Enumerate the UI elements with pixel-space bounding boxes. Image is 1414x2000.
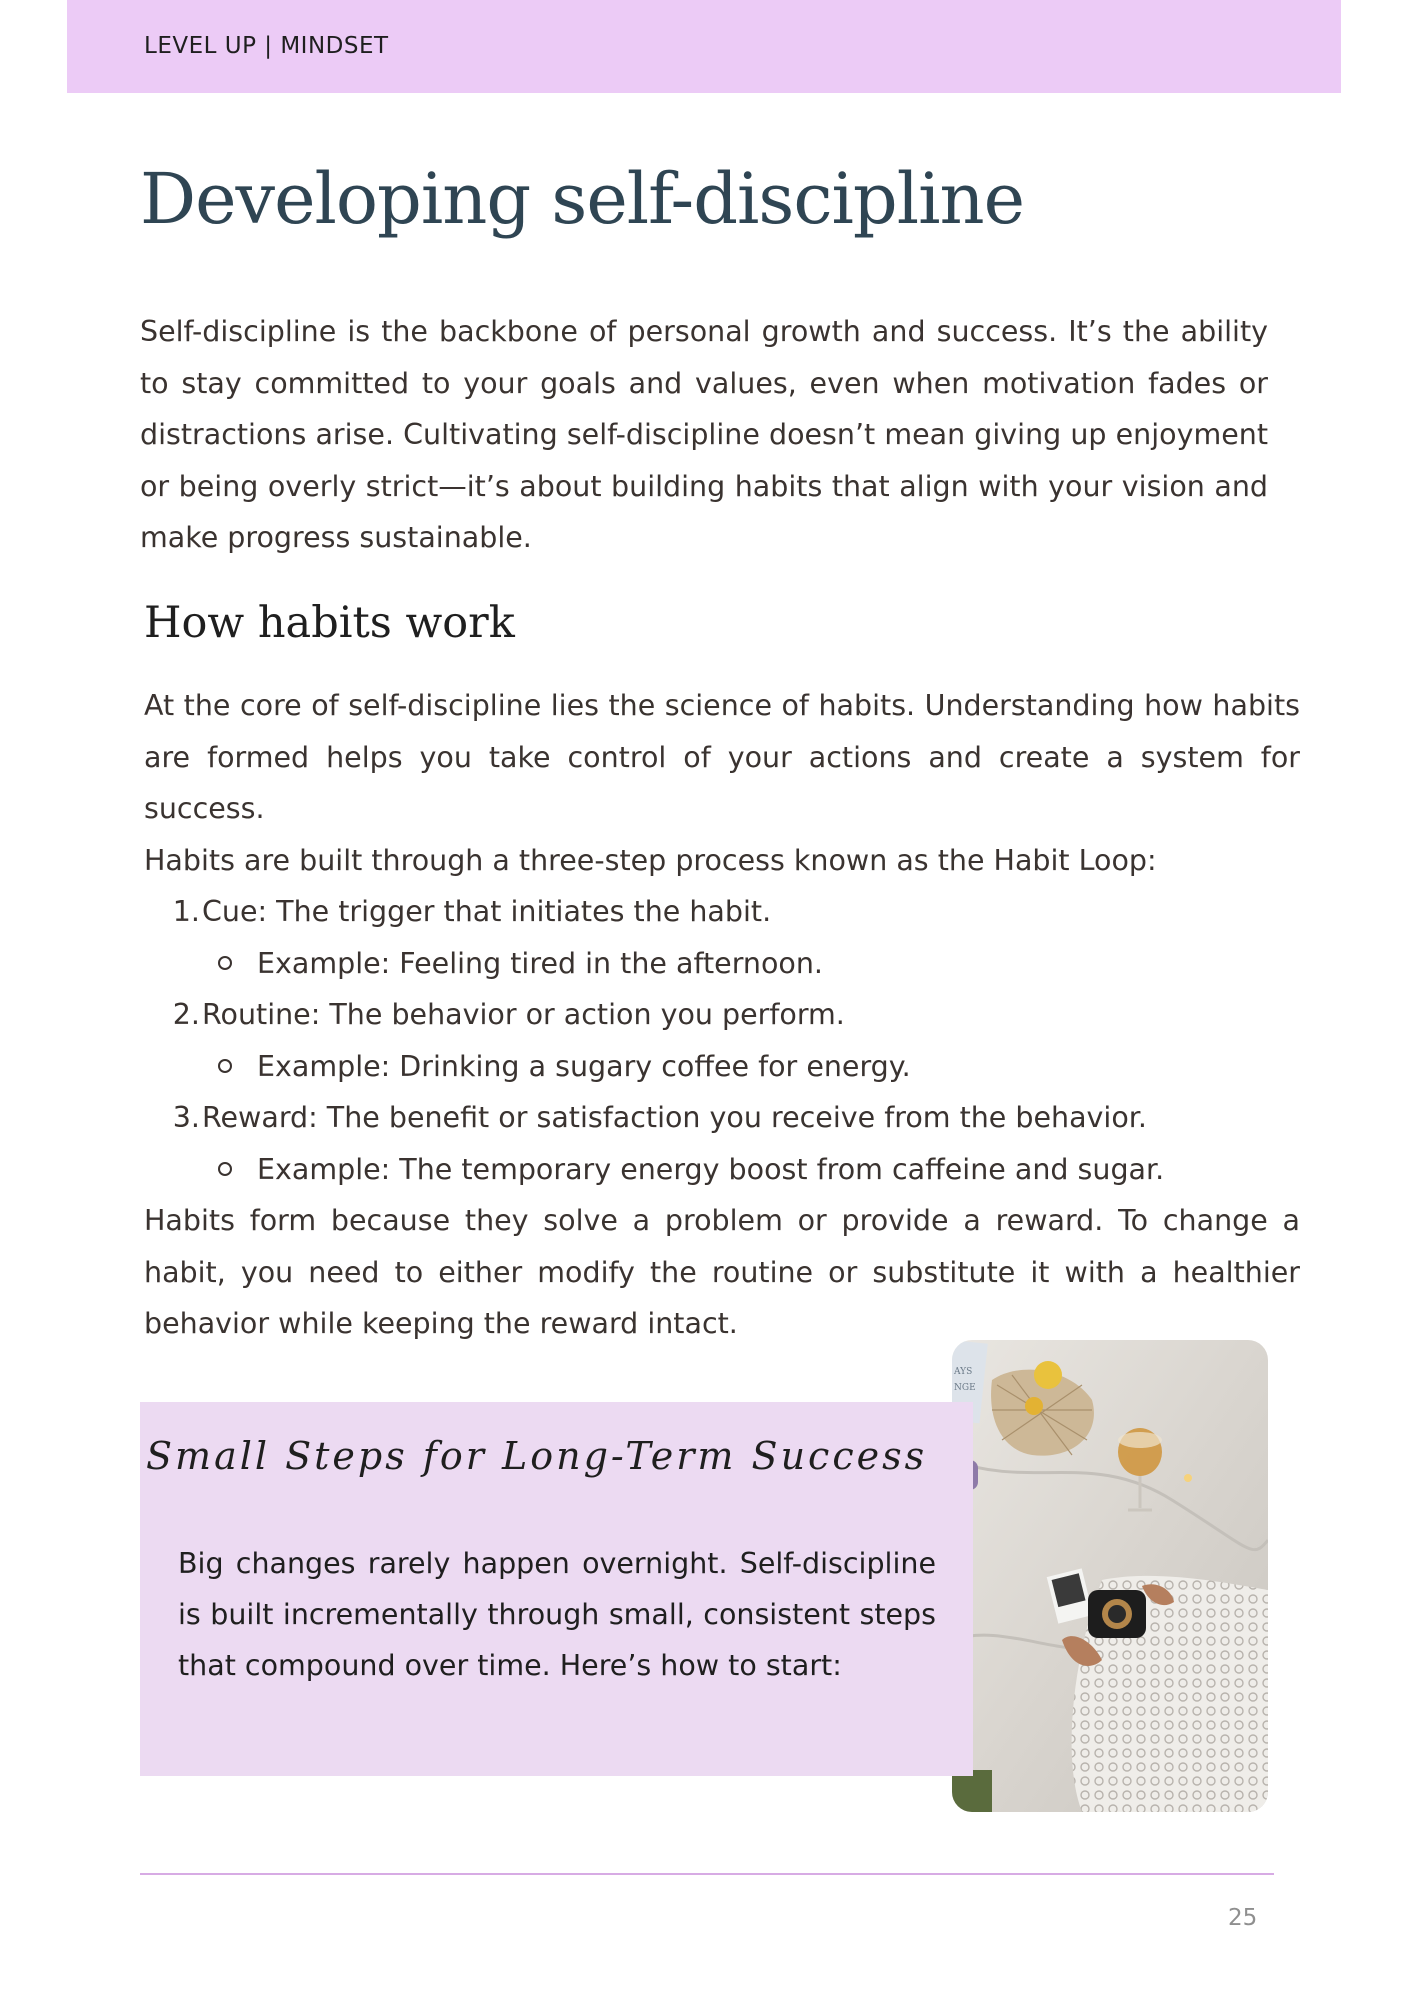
- step-text: Cue: The trigger that initiates the habit.: [202, 895, 772, 928]
- example-text: Example: Feeling tired in the afternoon.: [257, 946, 823, 980]
- circle-bullet-icon: [218, 1162, 232, 1176]
- habits-body: [144, 680, 1300, 1350]
- circle-bullet-icon: [218, 1059, 232, 1073]
- picnic-photo-illustration: [952, 1340, 1268, 1812]
- callout-box: [140, 1402, 973, 1776]
- header-label: LEVEL UP | MINDSET: [144, 33, 389, 59]
- step-number: 3.: [172, 1101, 200, 1134]
- step-number: 1.: [172, 895, 200, 928]
- step-text: Routine: The behavior or action you perform.: [202, 998, 845, 1031]
- step-example: [144, 1144, 1300, 1196]
- habits-paragraph-1: At the core of self-discipline lies the science of habits. Understanding how habits are formed helps you take control of your actions and create a system for success.: [144, 689, 1300, 825]
- section-heading: How habits work: [144, 598, 515, 648]
- circle-bullet-icon: [218, 956, 232, 970]
- habit-step-reward: [144, 1092, 1300, 1144]
- habits-paragraph-3: Habits form because they solve a problem or provide a reward. To change a habit, you need to either modify the routine or substitute it with a healthier behavior while keeping the reward intact.: [144, 1204, 1300, 1340]
- habit-step-cue: [144, 886, 1300, 938]
- habits-paragraph-2: Habits are built through a three-step process known as the Habit Loop:: [144, 843, 1157, 877]
- step-number: 2.: [172, 998, 200, 1031]
- book-cover-text: AYS: [954, 1367, 973, 1377]
- step-example: [144, 1041, 1300, 1093]
- footer-divider: [140, 1873, 1274, 1875]
- step-text: Reward: The benefit or satisfaction you receive from the behavior.: [202, 1101, 1147, 1134]
- callout-body: Big changes rarely happen overnight. Self-discipline is built incrementally through small, consistent steps that compound over time. Here’s how to start:: [178, 1547, 936, 1682]
- example-text: Example: The temporary energy boost from caffeine and sugar.: [257, 1152, 1165, 1186]
- book-cover-text: NGE: [954, 1383, 976, 1393]
- page-title: Developing self-discipline: [140, 158, 1024, 240]
- page-number: 25: [1228, 1905, 1258, 1931]
- intro-paragraph: Self-discipline is the backbone of personal growth and success. It’s the ability to stay committed to your goals and values, even when motivation fades or distractions arise. Cultivating self-discipline doesn’t mean giving up enjoyment or being overly strict—it’s about building habits that align with your vision and make progress sustainable.: [140, 315, 1268, 554]
- habit-step-routine: [144, 989, 1300, 1041]
- example-text: Example: Drinking a sugary coffee for energy.: [257, 1049, 911, 1083]
- callout-title: Small Steps for Long-Term Success: [146, 1434, 928, 1478]
- picnic-photo: [952, 1340, 1268, 1812]
- header-band: [67, 0, 1341, 93]
- step-example: [144, 938, 1300, 990]
